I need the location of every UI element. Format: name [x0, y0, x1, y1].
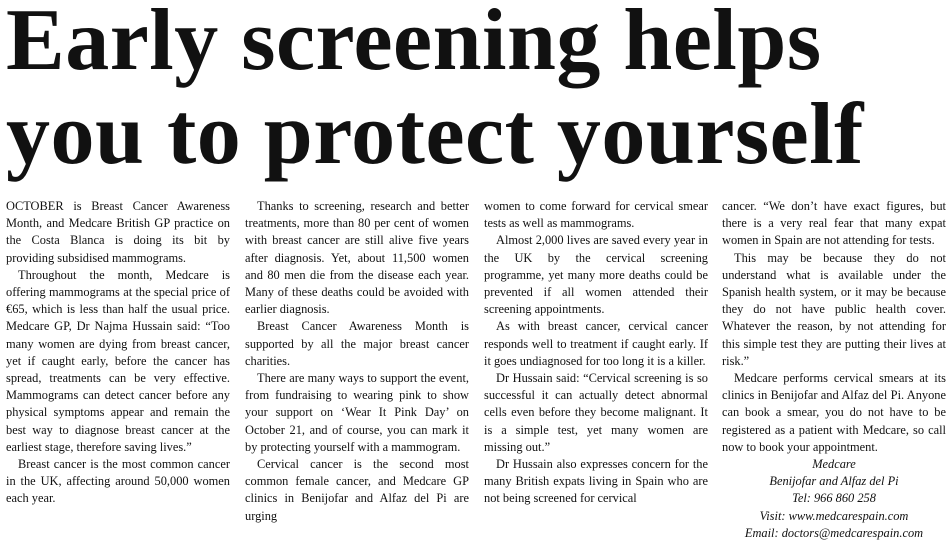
signature-name: Medcare — [812, 457, 856, 472]
paragraph: Dr Hussain said: “Cervical screening is so successful it can actually detect abnormal cells even before they become malignant. It is a simple test, yet many women are missing out.” — [484, 371, 708, 454]
paragraph: Thanks to screening, research and better treatments, more than 80 per cent of women with breast cancer are still alive five years after diagnosis. Yet, about 11,500 women and 80 men die from the disease each year. Many of these deaths could be avoided with earlier diagnosis. — [245, 199, 469, 317]
headline — [6, 0, 946, 182]
column-1 — [6, 198, 230, 508]
headline-line-2: you to protect yourself — [6, 86, 864, 183]
paragraph: OCTOBER is Breast Cancer Awareness Month, and Medcare British GP practice on the Costa Blanca is doing its bit by providing subsidised mammograms. — [6, 199, 230, 265]
paragraph: Almost 2,000 lives are saved every year in the UK by the cervical screening programme, yet many more deaths could be prevented if all women attended their screening appointments. — [484, 233, 708, 317]
signature-tel: Tel: 966 860 258 — [792, 491, 876, 506]
signature-email: Email: doctors@medcarespain.com — [744, 525, 924, 540]
paragraph: Throughout the month, Medcare is offering mammograms at the special price of €65, which is less than half the usual price. Medcare GP, Dr Najma Hussain said: “Too many women are dying from breast cancer, yet if caught early, before the cancer has spread, treatments can be very effective. Mammograms can detect cancer before any physical symptoms appear and remain the best way to diagnose breast cancer at the earliest stage, therefore saving lives.” — [6, 267, 230, 454]
headline-line-1: Early screening helps — [6, 0, 822, 89]
paragraph: Breast Cancer Awareness Month is supported by all the major breast cancer charities. — [245, 319, 469, 368]
paragraph: women to come forward for cervical smear tests as well as mammograms. — [484, 199, 708, 231]
paragraph: This may be because they do not understand what is available under the Spanish health system, or it may be because they do not have public health cover. Whatever the reason, by not attending for this simple test they are putting their lives at risk.” — [722, 250, 946, 368]
column-3 — [484, 198, 708, 508]
column-2 — [245, 198, 469, 525]
paragraph: cancer. “We don’t have exact figures, but there is a very real fear that many expat women in Spain are not attending for tests. — [722, 199, 946, 248]
signature-locations: Benijofar and Alfaz del Pi — [769, 474, 899, 489]
paragraph: Medcare performs cervical smears at its clinics in Benijofar and Alfaz del Pi. Anyone can book a smear, you do not have to be registered as a patient with Medcare, so call now to book your appointment. — [722, 371, 946, 454]
article-columns — [0, 198, 949, 540]
signature-website: Visit: www.medcarespain.com — [759, 508, 909, 523]
paragraph: Dr Hussain also expresses concern for the many British expats living in Spain who are not being screened for cervical — [484, 457, 708, 506]
column-4 — [722, 198, 946, 542]
paragraph: Breast cancer is the most common cancer in the UK, affecting around 50,000 women each year. — [6, 457, 230, 506]
paragraph: There are many ways to support the event, from fundraising to wearing pink to show your support on ‘Wear It Pink Day’ on October 21, and of course, you can mark it by protecting yourself with a mammogram. — [245, 371, 469, 454]
paragraph: As with breast cancer, cervical cancer responds well to treatment if caught early. If it goes undiagnosed for too long it is a killer. — [484, 319, 708, 368]
paragraph: Cervical cancer is the second most common female cancer, and Medcare GP clinics in Benijofar and Alfaz del Pi are urging — [245, 457, 469, 523]
